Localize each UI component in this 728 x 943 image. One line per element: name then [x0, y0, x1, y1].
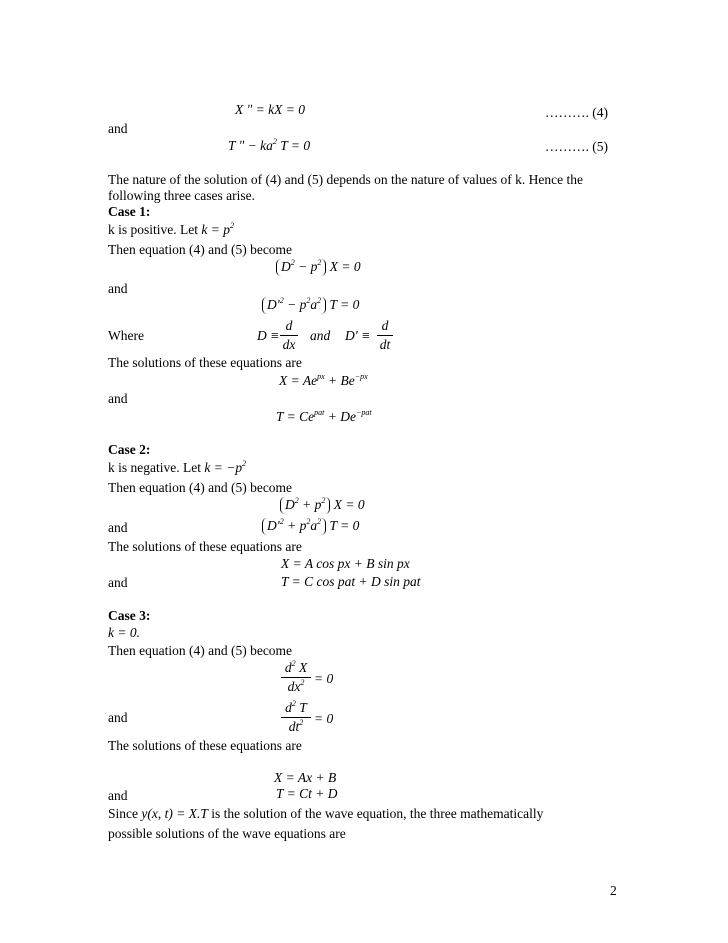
and-label: and — [108, 710, 128, 725]
and-italic: and — [310, 328, 331, 343]
case-2-equation-t: $D'^2 + p^2a^2$ T = 0 — [262, 518, 359, 535]
page-number: 2 — [610, 883, 617, 898]
case-1-become: Then equation (4) and (5) become — [108, 242, 293, 257]
case-2-condition: k is negative. Let $k = -p^2$ — [108, 459, 247, 475]
second-derivative-x: $d^2$ X $dx^2$ — [281, 660, 311, 695]
case-2-become: Then equation (4) and (5) become — [108, 480, 293, 495]
equals-zero: = 0 — [314, 711, 334, 726]
closing-line-1: Since y(x, t) = X.T is the solution of the wave equation, the three mathematically — [108, 806, 544, 821]
case-3-solution-t: T = Ct + D — [276, 786, 338, 801]
case-1-heading: Case 1: — [108, 204, 151, 219]
case-2-heading: Case 2: — [108, 442, 151, 457]
case-2-solution-x: X = A cos px + B sin px — [281, 556, 410, 571]
d-over-dx: d dx — [280, 318, 298, 353]
and-label: and — [108, 391, 128, 406]
and-label: and — [108, 281, 128, 296]
intro-line-2: following three cases arise. — [108, 188, 255, 203]
equation-5-tag: ………. (5) — [545, 139, 608, 154]
closing-line-2: possible solutions of the wave equations are — [108, 826, 346, 841]
dprime-operator-def: D′ ≡ — [345, 328, 371, 343]
case-1-solution-x: $X = Ae^{px} + Be^{-px}$ — [279, 372, 368, 388]
case-1-equation-t: $D'^2 - p^2a^2$ T = 0 — [262, 297, 359, 314]
case-3-become: Then equation (4) and (5) become — [108, 643, 293, 658]
case-1-condition: k is positive. Let $k = p^2$ — [108, 221, 234, 237]
equation-5: T ʺ − $ka^2$ T = 0 — [228, 137, 311, 153]
case-3-condition: k = 0. — [108, 625, 140, 640]
equation-4: X ʺ = kX = 0 — [235, 102, 305, 117]
and-label: and — [108, 121, 128, 136]
case-2-equation-x: $D^2 + p^2$ X = 0 — [280, 497, 365, 514]
case-1-solutions-label: The solutions of these equations are — [108, 355, 302, 370]
where-label: Where — [108, 328, 144, 343]
case-2-solution-t: T = C cos pat + D sin pat — [281, 574, 421, 589]
equation-4-tag: ………. (4) — [545, 105, 608, 120]
case-3-solutions-label: The solutions of these equations are — [108, 738, 302, 753]
case-1-solution-t: $T = Ce^{pat} + De^{-pat}$ — [276, 408, 372, 424]
and-label: and — [108, 575, 128, 590]
case-2-solutions-label: The solutions of these equations are — [108, 539, 302, 554]
d-over-dt: d dt — [377, 318, 393, 353]
second-derivative-t: $d^2$ T $dt^2$ — [281, 700, 311, 735]
equals-zero: = 0 — [314, 671, 334, 686]
case-1-equation-x: $D^2 - p^2$ X = 0 — [276, 259, 361, 276]
d-operator-def: D ≡ — [257, 328, 280, 343]
and-label: and — [108, 520, 128, 535]
case-3-solution-x: X = Ax + B — [274, 770, 337, 785]
case-3-heading: Case 3: — [108, 608, 151, 623]
intro-line-1: The nature of the solution of (4) and (5) depends on the nature of values of k. Hence the — [108, 172, 583, 187]
and-label: and — [108, 788, 128, 803]
